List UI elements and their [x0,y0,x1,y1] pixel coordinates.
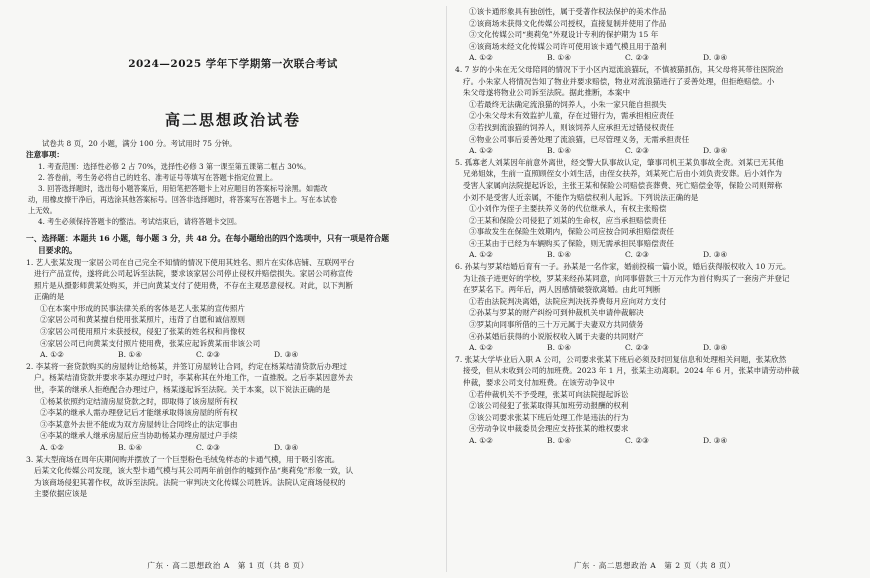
question-1-stem: 1. 艺人张某发现一家居公司在自己完全不知情的情况下使用其姓名、照片在实体店铺、互联网平台 [26,257,355,267]
question-1-statement: ③家居公司使用照片未获授权，侵犯了张某的姓名权和肖像权 [40,327,246,337]
choice-c: C. ②③ [625,146,649,156]
note-line: 上无效。 [28,205,57,215]
choice-d: D. ③④ [703,146,728,156]
question-7-statement: ④劳动争议申裁委员会理应支持张某的维权要求 [469,424,629,434]
question-4-stem: 疗。小朱家人将情况告知了物业并要求赔偿，物业对流浪猫进行了妥善处理，但拒绝赔偿。小 [463,76,775,86]
question-3-statement: ①该卡通形象具有独创性，属于受著作权法保护的美术作品 [469,7,667,16]
question-4-statement: ④物业公司事后妥善处理了流浪猫，已尽管理义务，无需承担责任 [469,134,690,144]
choice-b: B. ①④ [547,435,572,445]
question-2-stem: 2. 李某将一套贷款购买的房屋转让给杨某，并签订房屋转让合同，约定在杨某结清贷款后办理过 [26,361,347,371]
question-2-stem: 户。杨某结清贷款并要求李某办理过户时，李某称其在外地工作，一直推脱。之后李某因意外去 [34,373,353,383]
choice-c: C. ②③ [625,53,649,63]
question-6-statement: ①若由法院判决离婚，法院应判决抚养费每月应向对方支付 [469,296,667,306]
question-3-statement: ④该商场未经文化传媒公司许可使用该卡通气模且用于盈利 [469,41,667,51]
choice-d: D. ③④ [274,443,299,452]
question-5-stem: 受害人家属向法院提起诉讼，主张王某和保险公司赔偿丧葬费、死亡赔偿金等，保险公司则辩称 [463,180,782,190]
question-7-statement: ②该公司侵犯了张某取得其加班劳动报酬的权利 [469,401,629,411]
question-1-stem: 正确的是 [34,292,65,302]
choice-d: D. ③④ [703,53,728,63]
question-5-statement: ④王某由于已经为车辆购买了保险，则无需承担民事赔偿责任 [469,238,675,248]
question-5-statement: ①小刘作为侄子主要扶养义务的代位继承人，有权主张赔偿 [469,204,667,214]
question-4-statement: ③若找到流浪猫的饲养人，则该饲养人应承担无过错侵权责任 [469,122,675,132]
page-footer: 广东 · 高二思想政治 A 第 2 页（共 8 页） [573,561,736,570]
question-5-statement: ③事故发生在保险生效期内，保险公司应按合同承担赔偿责任 [469,227,675,237]
choice-a: A. ①② [40,350,64,360]
choice-a: A. ①② [469,250,493,260]
question-2-statement: ①杨某依照约定结清房屋贷款之时，即取得了该房屋所有权 [40,396,238,406]
question-6-statement: ②孙某与罗某的财产纠纷可到仲裁机关申请仲裁解决 [469,308,644,318]
question-5-choices [455,249,860,261]
question-2-stem: 世，李某的继承人拒绝配合办理过户，杨某遂起诉至法院。关于本案，以下说法正确的是 [34,385,331,395]
question-4-statement: ①若最终无法确定流浪猫的饲养人，小朱一家只能自担损失 [469,99,667,109]
question-7-stem: 接受，但从未收到公司的加班费。2023 年 1 月，张某主动离职。2024 年 6 月，张某申请劳动仲裁 [463,366,800,376]
choice-a: A. ①② [469,435,493,445]
question-2-statement: ③李某意外去世不能成为双方房屋转让合同终止的法定事由 [40,419,238,429]
choice-b: B. ①④ [118,443,143,452]
choice-a: A. ①② [469,146,493,156]
question-5-statement: ②王某和保险公司侵犯了刘某的生命权，应当承担赔偿责任 [469,215,667,225]
question-3-stem: 为该商场侵犯其著作权，故诉至法院。法院一审判决文化传媒公司胜诉。法院认定商场侵权的 [34,477,346,487]
choice-b: B. ①④ [547,53,572,63]
section-heading: 目要求的。 [38,245,77,255]
choice-c: C. ②③ [196,443,220,452]
question-4-statement: ②小朱父母未有效监护儿童，存在过错行为，需承担相应责任 [469,111,675,121]
note-line: 动，用橡皮擦干净后，再选涂其他答案标号。回答非选择题时，将答案写在答题卡上。写在本试卷 [28,194,338,204]
notes-heading: 注意事项： [26,150,64,159]
choice-a: A. ①② [40,443,64,452]
choice-b: B. ①④ [547,250,572,260]
question-2-statement: ②李某的继承人需办理登记后才能继承取得该房屋的所有权 [40,408,238,418]
question-7-stem: 7. 张某大学毕业后入职 A 公司，公司要求张某下班后必须及时回复信息和处理相关问题，张某欣然 [455,354,787,364]
note-line: 3. 回答选择题时，选出每小题答案后，用铅笔把答题卡上对应题目的答案标号涂黑。如需改 [38,183,328,193]
question-4-choices [455,145,860,157]
question-6-statement: ③罗某向同事所借的三十万元属于夫妻双方共同债务 [469,320,644,330]
question-5-stem: 兄弟姐妹，生前一直照顾侄女小刘生活，由侄女扶养，刘某死亡后由小刘负责安葬。后小刘作为 [463,169,782,179]
question-5-stem: 5. 孤寡老人刘某因年前意外离世，经交警大队事故认定，肇事司机王某负事故全责。刘某已无其他 [455,157,784,167]
question-4-stem: 4. 7 岁的小朱在无父母陪同的情况下于小区内逗流浪猫玩，不慎被猫抓伤，其父母将其带往医院治 [455,64,784,74]
question-7-statement: ③该公司要求张某下班后处理工作是违法的行为 [469,412,629,422]
question-6-stem: 6. 孙某与罗某结婚后育有一子。孙某是一名作家，婚前投稿一篇小说，婚后获得版权收入 10 万元。 [455,262,791,272]
choice-a: A. ①② [469,343,493,353]
choice-c: C. ②③ [625,343,649,353]
section-heading: 一、选择题：本题共 16 小题，每小题 3 分，共 48 分。在每小题给出的四个选项中，只有一项是符合题 [26,233,390,243]
exam-title: 2024—2025 学年下学期第一次联合考试 [128,58,338,70]
note-line: 1. 考查范围：选择性必修 2 占 70%，选择性必修 3 第一课至第五课第二框占 30%。 [38,161,311,171]
choice-a: A. ①② [469,53,493,63]
choice-b: B. ①④ [118,350,143,360]
choice-b: B. ①④ [547,146,572,156]
choice-d: D. ③④ [703,435,728,445]
page-1 [10,6,446,572]
question-3-statement: ②该商场未获得文化传媒公司授权，直接复制并使用了作品 [469,18,667,28]
question-6-stem: 为让孩子进更好的学校，罗某来经孙某同意，向同事借款三十万元作为首付购买了一套房产并登记 [463,273,790,283]
note-line: 2. 答卷前，考生务必将自己的姓名、准考证号等填写在答题卡指定位置上。 [38,172,278,182]
question-7-choices [455,435,860,447]
question-6-stem: 在罗某名下。两年后，两人因感情破裂欲离婚。由此可判断 [463,285,661,295]
page-footer: 广东 · 高二思想政治 A 第 1 页（共 8 页） [147,561,309,570]
question-6-statement: ④孙某婚后获得的小说版权收入属于夫妻的共同财产 [469,331,644,341]
question-1-statement: ②家居公司和黄某擅自使用张某照片，违背了自愿和诚信原则 [40,315,246,325]
question-2-choices [26,442,440,454]
question-1-stem: 进行产品宣传，遂将此公司起诉至法院，要求该家居公司停止侵权并赔偿损失。家居公司称宣传 [34,269,353,279]
question-3-statement: ③文化传媒公司“奥莉兔”外观设计专利的保护期为 15 年 [469,30,659,40]
choice-c: C. ②③ [625,250,649,260]
choice-d: D. ③④ [274,350,299,360]
question-1-statement: ④家居公司已向黄某支付照片使用费，张某应起诉黄某而非该公司 [40,338,261,348]
choice-d: D. ③④ [703,250,728,260]
question-3-stem: 后某文化传媒公司发现，该大型卡通气模与其公司两年前创作的嘘到作品“奥莉兔”形象一致，认 [34,466,354,476]
exam-info: 试卷共 8 页，20 小题，满分 100 分。考试用时 75 分钟。 [42,139,237,148]
question-7-statement: ①若仲裁机关不予受理，张某可向法院提起诉讼 [469,389,629,399]
question-1-choices [26,349,440,361]
question-7-stem: 仲裁，要求公司支付加班费。在该劳动争议中 [463,378,615,387]
question-3-choices [455,52,860,64]
question-5-stem: 小刘不是受害人近亲属，不能作为赔偿权利人起诉。下列说法正确的是 [463,192,699,202]
question-3-stem: 主要依据应该是 [34,489,88,499]
question-4-stem: 朱父母遂将物业公司诉至法院。据此推断，本案中 [463,88,631,98]
choice-b: B. ①④ [547,343,572,353]
question-1-statement: ①在本案中形成的民事法律关系的客体是艺人张某的宣传照片 [40,303,246,313]
choice-c: C. ②③ [625,435,649,445]
question-1-stem: 照片是从摄影师黄某处购买，并已向黄某支付了使用费，不存在主观恶意侵权。对此，以下判断 [34,280,353,290]
subject-title: 高二思想政治试卷 [164,111,301,129]
page-2 [446,6,862,572]
choice-c: C. ②③ [196,350,220,360]
question-6-choices [455,342,860,354]
choice-d: D. ③④ [703,343,728,353]
question-2-statement: ④李某的继承人继承房屋后应当协助杨某办理房屋过户手续 [40,431,238,441]
question-3-stem: 3. 某大型商场在周年庆期间购并摆放了一个巨型粉色毛绒兔样态的卡通气模，用于吸引客流。 [26,454,340,464]
note-line: 4. 考生必须保持答题卡的整洁。考试结束后，请将答题卡交回。 [38,216,242,226]
